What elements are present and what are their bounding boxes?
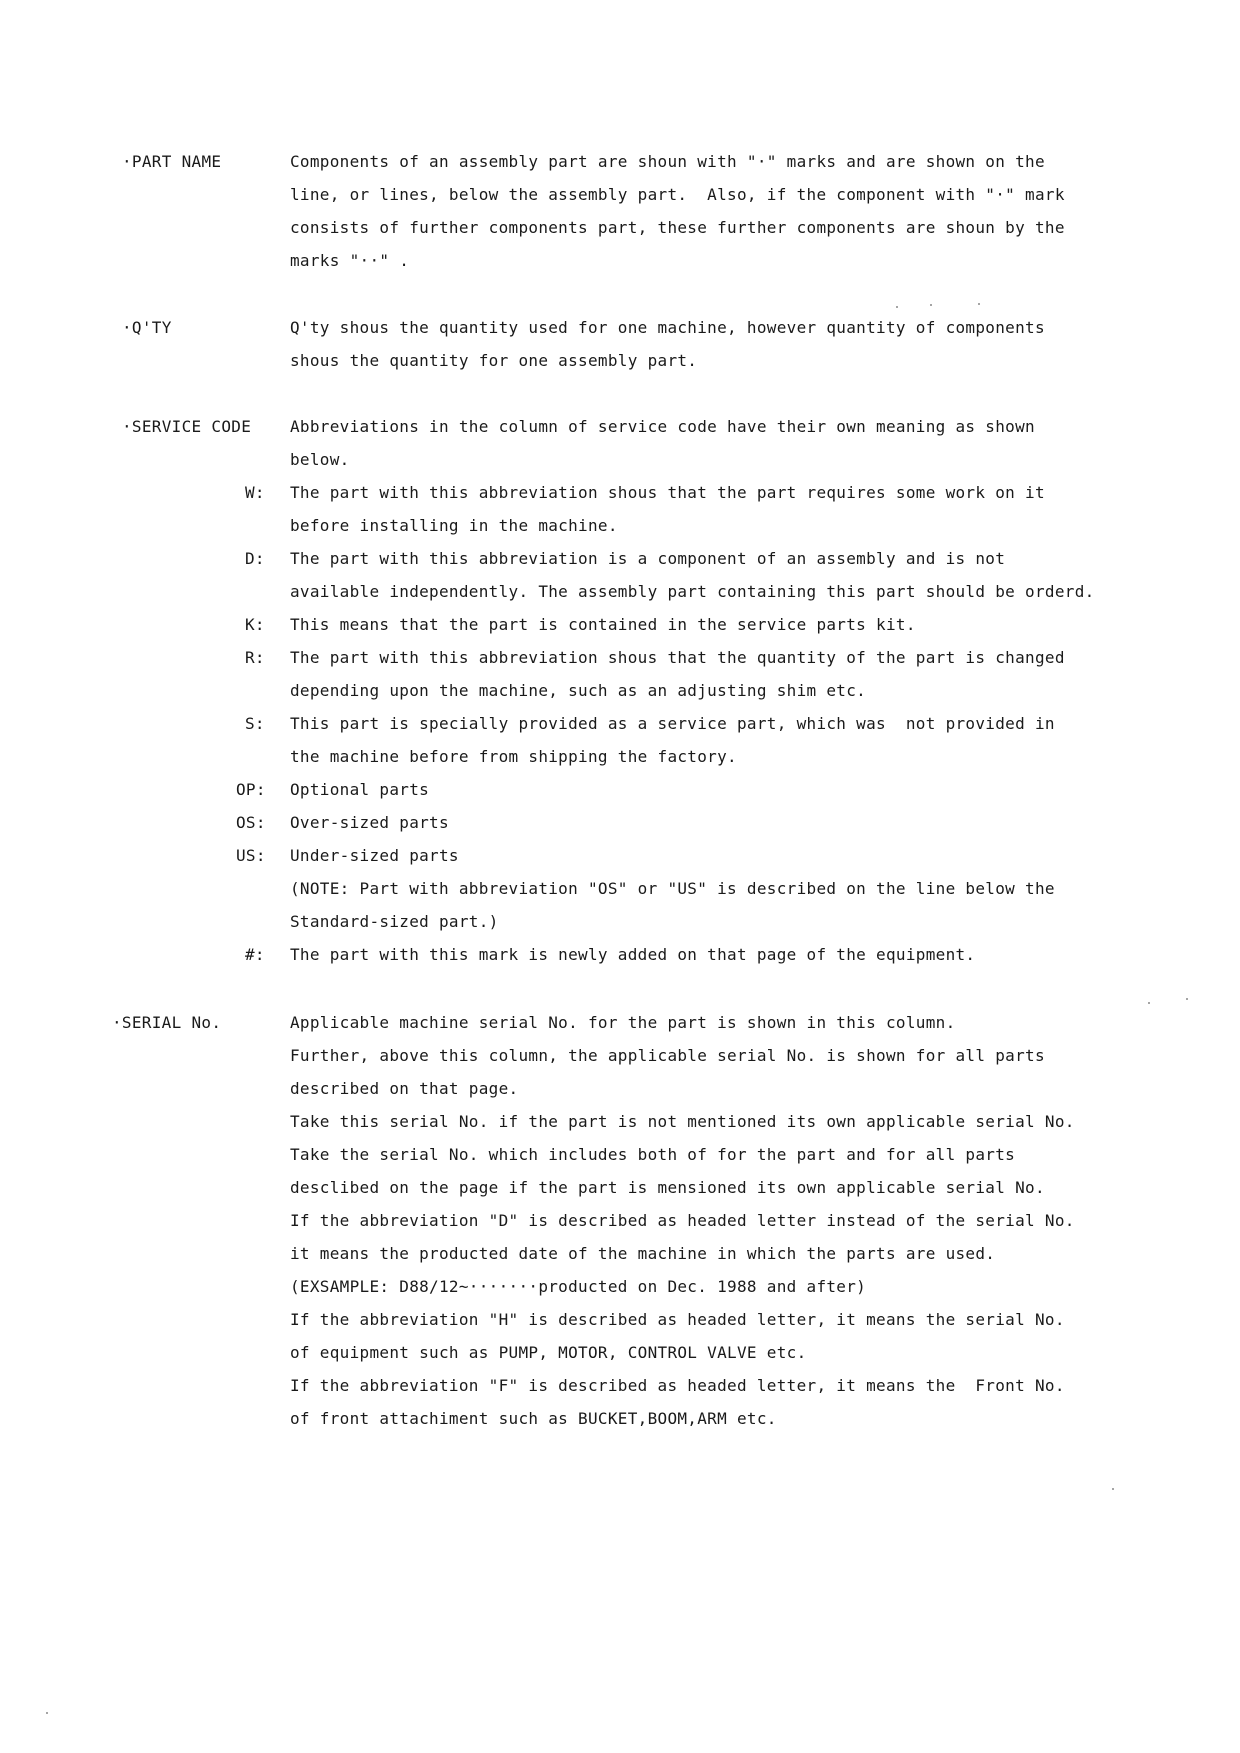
scan-speck [896,306,898,308]
service-code-intro [290,410,1090,476]
text-line: (EXSAMPLE: D88/12~·······producted on Dec. 1988 and after) [290,1277,867,1296]
text-line: available independently. The assembly part containing this part should be orderd. [290,582,1095,601]
scan-speck [46,1712,48,1714]
service-code-item-w [245,476,1090,542]
text-line: depending upon the machine, such as an adjusting shim etc. [290,681,867,700]
text-line: desclibed on the page if the part is mensioned its own applicable serial No. [290,1178,1045,1197]
code-key: R: [245,648,265,667]
text-line: of equipment such as PUMP, MOTOR, CONTROL VALVE etc. [290,1343,807,1362]
service-code-item-d [245,542,1095,608]
text-line: Under-sized parts [290,846,459,865]
text-line: The part with this mark is newly added on that page of the equipment. [290,945,976,964]
scan-speck [1186,998,1188,1000]
service-code-item-k [245,608,1090,641]
text-line: it means the producted date of the machine in which the parts are used. [290,1244,996,1263]
text-line: the machine before from shipping the factory. [290,747,737,766]
text-line: The part with this abbreviation shous that the part requires some work on it [290,483,1045,502]
code-key: #: [245,945,265,964]
text-line: (NOTE: Part with abbreviation "OS" or "US" is described on the line below the [290,879,1055,898]
text-line: Q'ty shous the quantity used for one machine, however quantity of components [290,318,1045,337]
code-key: OS: [236,813,266,832]
text-line: below. [290,450,350,469]
code-key: US: [236,846,266,865]
code-key: S: [245,714,265,733]
code-key: K: [245,615,265,634]
service-code-item-us [236,839,1090,938]
text-line: If the abbreviation "H" is described as headed letter, it means the serial No. [290,1310,1065,1329]
text-line: This means that the part is contained in the service parts kit. [290,615,916,634]
serial-no-label: ·SERIAL No. [112,1013,222,1032]
service-code-item-new-mark [245,938,1090,971]
scan-speck [978,303,980,305]
text-line: before installing in the machine. [290,516,618,535]
service-code-list [236,476,1095,971]
text-line: Over-sized parts [290,813,449,832]
code-key: OP: [236,780,266,799]
service-code-item-r [245,641,1090,707]
service-code-item-os [236,806,1090,839]
text-line: Take this serial No. if the part is not mentioned its own applicable serial No. [290,1112,1075,1131]
scan-speck [930,304,932,306]
part-name-description [290,145,1090,277]
service-code-item-op [236,773,1090,806]
text-line: Applicable machine serial No. for the part is shown in this column. [290,1013,956,1032]
scan-speck [1148,1002,1150,1004]
text-line: described on that page. [290,1079,519,1098]
service-code-item-s [245,707,1090,773]
text-line: Components of an assembly part are shoun with "·" marks and are shown on the [290,152,1045,171]
scan-speck [1112,1488,1114,1490]
text-line: If the abbreviation "D" is described as headed letter instead of the serial No. [290,1211,1075,1230]
text-line: shous the quantity for one assembly part. [290,351,698,370]
code-key: W: [245,483,265,502]
part-name-label: ·PART NAME [122,152,222,171]
text-line: of front attachiment such as BUCKET,BOOM,ARM etc. [290,1409,777,1428]
text-line: Abbreviations in the column of service code have their own meaning as shown [290,417,1035,436]
qty-description [290,311,1090,377]
text-line: The part with this abbreviation shous that the quantity of the part is changed [290,648,1065,667]
text-line: consists of further components part, these further components are shoun by the [290,218,1065,237]
text-line: This part is specially provided as a service part, which was not provided in [290,714,1055,733]
text-line: Further, above this column, the applicable serial No. is shown for all parts [290,1046,1045,1065]
code-key: D: [245,549,265,568]
text-line: The part with this abbreviation is a component of an assembly and is not [290,549,1006,568]
text-line: Take the serial No. which includes both of for the part and for all parts [290,1145,1016,1164]
service-code-label: ·SERVICE CODE [122,417,252,436]
text-line: Optional parts [290,780,430,799]
text-line: marks "··" . [290,251,410,270]
qty-label: ·Q'TY [122,318,172,337]
text-line: Standard-sized part.) [290,912,499,931]
text-line: line, or lines, below the assembly part. Also, if the component with "·" mark [290,185,1065,204]
text-line: If the abbreviation "F" is described as headed letter, it means the Front No. [290,1376,1065,1395]
serial-no-description [290,1006,1090,1435]
